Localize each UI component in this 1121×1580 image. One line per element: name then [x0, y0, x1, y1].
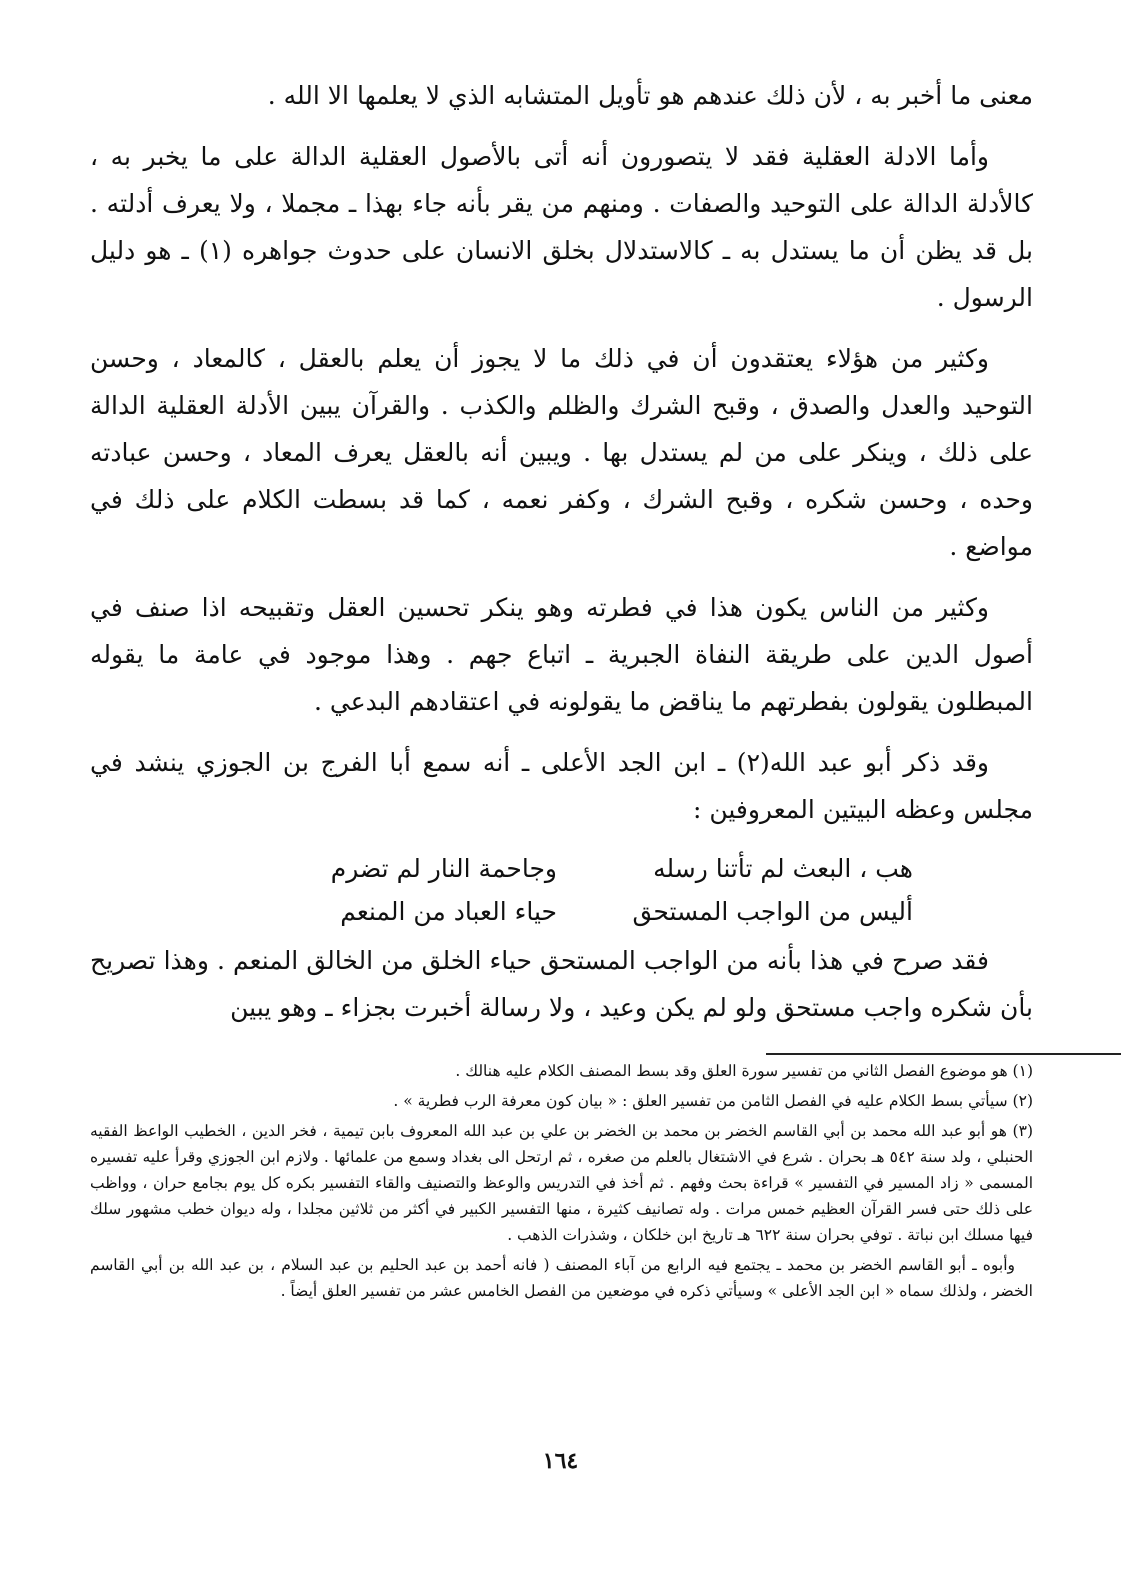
- verse-line-2: [90, 890, 913, 933]
- verse-2-second-hemistich: حياء العباد من المنعم: [340, 897, 557, 926]
- verse-1-second-hemistich: وجاحمة النار لم تضرم: [330, 854, 557, 883]
- verse-1-first-hemistich: هب ، البعث لم تأتنا رسله: [653, 854, 913, 883]
- footnote-separator: [766, 1053, 1121, 1055]
- paragraph-3: وكثير من هؤلاء يعتقدون أن في ذلك ما لا يجوز أن يعلم بالعقل ، كالمعاد ، وحسن التوحيد والعدل والصدق ، وقبح الشرك والظلم والكذب . والقرآن يبين الأدلة العقلية الدالة على ذلك ، وينكر على من لم يستدل بها . ويبين أنه بالعقل يعرف المعاد ، وحسن عبادته وحده ، وحسن شكره ، وقبح الشرك ، وكفر نعمه ، كما قد بسطت الكلام على ذلك في مواضع .: [90, 344, 1033, 561]
- verse-line-1: [90, 847, 913, 890]
- verse-2-first-hemistich: أليس من الواجب المستحق: [632, 897, 913, 926]
- paragraph-1: معنى ما أخبر به ، لأن ذلك عندهم هو تأويل المتشابه الذي لا يعلمها الا الله .: [267, 81, 1033, 110]
- main-text: [90, 72, 1033, 1045]
- paragraph-5: وقد ذكر أبو عبد الله(٢) ـ ابن الجد الأعلى ـ أنه سمع أبا الفرج بن الجوزي ينشد في مجلس وعظه البيتين المعروفين :: [90, 748, 1033, 824]
- footnote-3-continuation: وأبوه ـ أبو القاسم الخضر بن محمد ـ يجتمع فيه الرابع من آباء المصنف ( فانه أحمد بن عبد الحليم بن عبد السلام ، بن عبد الله بن أبي القاسم الخضر ، ولذلك سماه « ابن الجد الأعلى » وسيأتي ذكره في موضعين من الفصل الخامس عشر من تفسير العلق أيضاً .: [90, 1256, 1033, 1300]
- poem-verses: [90, 847, 913, 933]
- footnote-3: (٣) هو أبو عبد الله محمد بن أبي القاسم الخضر بن محمد بن الخضر بن علي بن عبد الله المعروف بابن تيمية ، فخر الدين ، الخطيب الواعظ الفقيه الحنبلي ، ولد سنة ٥٤٢ هـ بحران . شرع في الاشتغال بالعلم من صغره ، ثم ارتحل الى بغداد وسمع من علمائها . ولازم ابن الجوزي وقرأ عليه تفسيره المسمى « زاد المسير في التفسير » قراءة بحث وفهم . ثم أخذ في التدريس والوعظ والتصنيف والقاء التفسير بكره كل يوم بجامع حران ، وواظب على ذلك حتى فسر القرآن العظيم خمس مرات . وله تصانيف كثيرة ، منها التفسير الكبير في أكثر من ثلاثين مجلدا ، وله ديوان خطب مشهور سلك فيها مسلك ابن نباتة . توفي بحران سنة ٦٢٢ هـ تاريخ ابن خلكان ، وشذرات الذهب .: [90, 1122, 1034, 1244]
- page-number: ١٦٤: [542, 1448, 579, 1474]
- footnotes: [90, 1058, 1033, 1308]
- footnote-2: (٢) سيأتي بسط الكلام عليه في الفصل الثامن من تفسير العلق : « بيان كون معرفة الرب فطرية » .: [393, 1092, 1033, 1110]
- paragraph-4: وكثير من الناس يكون هذا في فطرته وهو ينكر تحسين العقل وتقبيحه اذا صنف في أصول الدين على طريقة النفاة الجبرية ـ اتباع جهم . وهذا موجود في عامة ما يقوله المبطلون يقولون بفطرتهم ما يناقض ما يقولونه في اعتقادهم البدعي .: [90, 593, 1033, 716]
- paragraph-6: فقد صرح في هذا بأنه من الواجب المستحق حياء الخلق من الخالق المنعم . وهذا تصريح بأن شكره واجب مستحق ولو لم يكن وعيد ، ولا رسالة أخبرت بجزاء ـ وهو يبين: [90, 946, 1033, 1022]
- paragraph-2: وأما الادلة العقلية فقد لا يتصورون أنه أتى بالأصول العقلية الدالة على ما يخبر به ، كالأدلة الدالة على التوحيد والصفات . ومنهم من يقر بأنه جاء بهذا ـ مجملا ، ولا يعرف أدلته . بل قد يظن أن ما يستدل به ـ كالاستدلال بخلق الانسان على حدوث جواهره (١) ـ هو دليل الرسول .: [90, 142, 1033, 312]
- footnote-1: (١) هو موضوع الفصل الثاني من تفسير سورة العلق وقد بسط المصنف الكلام عليه هنالك .: [455, 1062, 1033, 1080]
